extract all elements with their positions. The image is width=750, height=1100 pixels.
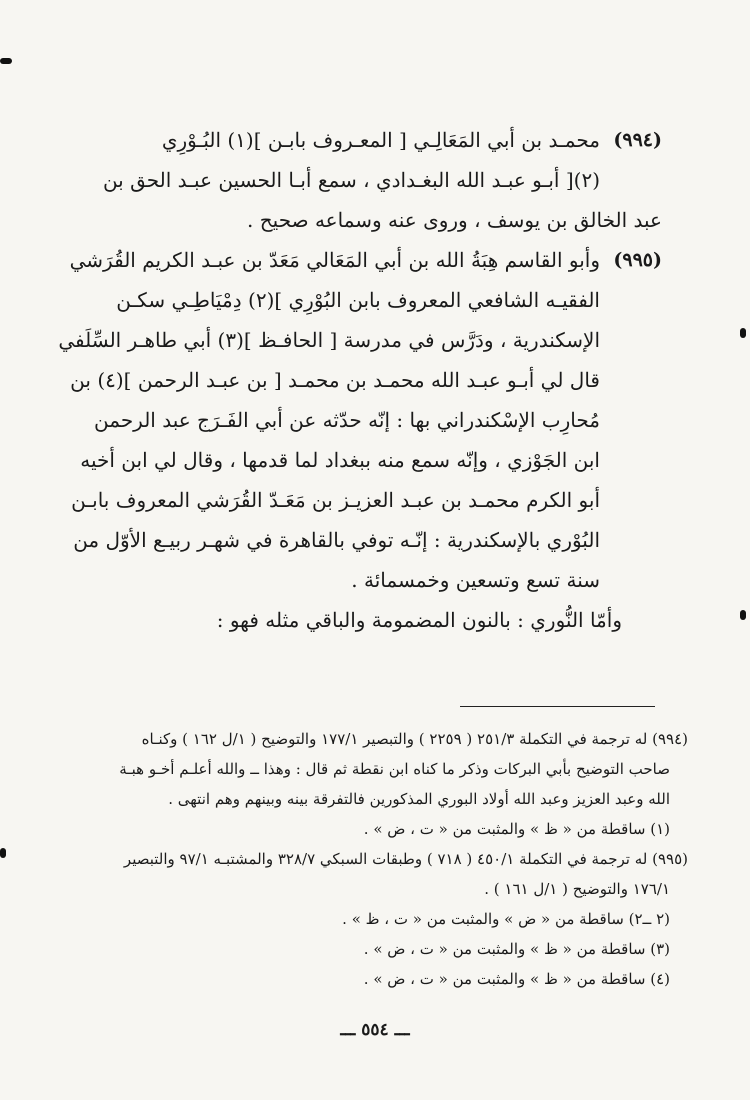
scan-mark — [0, 58, 12, 64]
footnotes — [58, 724, 688, 994]
text-line: ابن الجَوْزي ، وإنّه سمع منه ببغداد لما قدمها ، وقال لي ابن أخيه — [80, 448, 600, 472]
text-line: مُحارِب الإسْكندراني بها : إنّه حدّثه عن أبي الفَـرَج عبد الرحمن — [94, 408, 600, 432]
text-line: الفقيـه الشافعي المعروف بابن البُوْرِي ](٢) دِمْيَاطِـي سكـن — [116, 288, 600, 312]
closing-line: وأمّا النُّوري : بالنون المضمومة والباقي مثله فهو : — [216, 608, 622, 632]
footnote-line: (٤) ساقطة من « ظ » والمثبت من « ت ، ض » . — [363, 970, 670, 988]
scan-mark — [740, 610, 746, 620]
footnote-line: صاحب التوضيح بأبي البركات وذكر ما كناه ابن نقطة ثم قال : وهذا ــ والله أعلـم أخـو هبـة — [119, 760, 670, 778]
footnote-line: (٢ ــ٢) ساقطة من « ض » والمثبت من « ت ، ظ » . — [342, 910, 670, 928]
scan-mark — [740, 328, 746, 338]
footnote-line: (٩٩٥) له ترجمة في التكملة ٤٥٠/١ ( ٧١٨ ) وطبقات السبكي ٣٢٨/٧ والمشتبـه ٩٧/١ والتبصير — [123, 850, 688, 868]
entry-number: (٩٩٥) — [613, 249, 662, 271]
footnote-divider — [460, 706, 655, 707]
text-line: أبو الكرم محمـد بن عبـد العزيـز بن مَعَـدّ القُرَشي المعروف بابـن — [71, 488, 600, 512]
footnote-line: (٣) ساقطة من « ظ » والمثبت من « ت ، ض » . — [363, 940, 670, 958]
footnote-line: ١٧٦/١ والتوضيح ( ١/ل ١٦١ ) . — [484, 880, 670, 898]
entry-994 — [92, 120, 662, 240]
footnote-line: الله وعبد العزيز وعبد الله أولاد البوري المذكورين فالتفرقة بينه وبينهم وهم انتهى . — [168, 790, 670, 808]
text-line: الإسكندرية ، ودَرَّس في مدرسة [ الحافـظ ](٣) أبي طاهـر السِّلَفي — [58, 328, 600, 352]
text-line: قال لي أبـو عبـد الله محمـد بن محمـد [ بن عبـد الرحمن ](٤) بن — [70, 368, 600, 392]
scan-mark — [0, 848, 6, 858]
footnote-line: (٩٩٤) له ترجمة في التكملة ٢٥١/٣ ( ٢٢٥٩ ) والتبصير ١٧٧/١ والتوضيح ( ١/ل ١٦٢ ) وكنـاه — [141, 730, 688, 748]
text-line: البُوْري بالإسكندرية : إنّـه توفي بالقاهرة في شهـر ربيـع الأوّل من — [73, 528, 600, 552]
text-line: عبد الخالق بن يوسف ، وروى عنه وسماعه صحيح . — [247, 208, 662, 232]
text-line: (٢)[ أبـو عبـد الله البغـدادي ، سمع أبـا الحسين عبـد الحق بن — [102, 168, 600, 192]
text-line: سنة تسع وتسعين وخمسمائة . — [351, 568, 600, 592]
entry-number: (٩٩٤) — [613, 129, 662, 151]
text-line: وأبو القاسم هِبَةُ الله بن أبي المَعَالي مَعَدّ بن عبـد الكريم القُرَشي — [69, 248, 600, 272]
main-text — [58, 120, 662, 640]
entry-995 — [58, 240, 662, 600]
page-number: ـــ ٥٥٤ ـــ — [340, 1020, 410, 1040]
footnote-line: (١) ساقطة من « ظ » والمثبت من « ت ، ض » . — [363, 820, 670, 838]
text-line: محمـد بن أبي المَعَالِـي [ المعـروف بابـن ](١) البُـوْرِي — [161, 128, 600, 152]
